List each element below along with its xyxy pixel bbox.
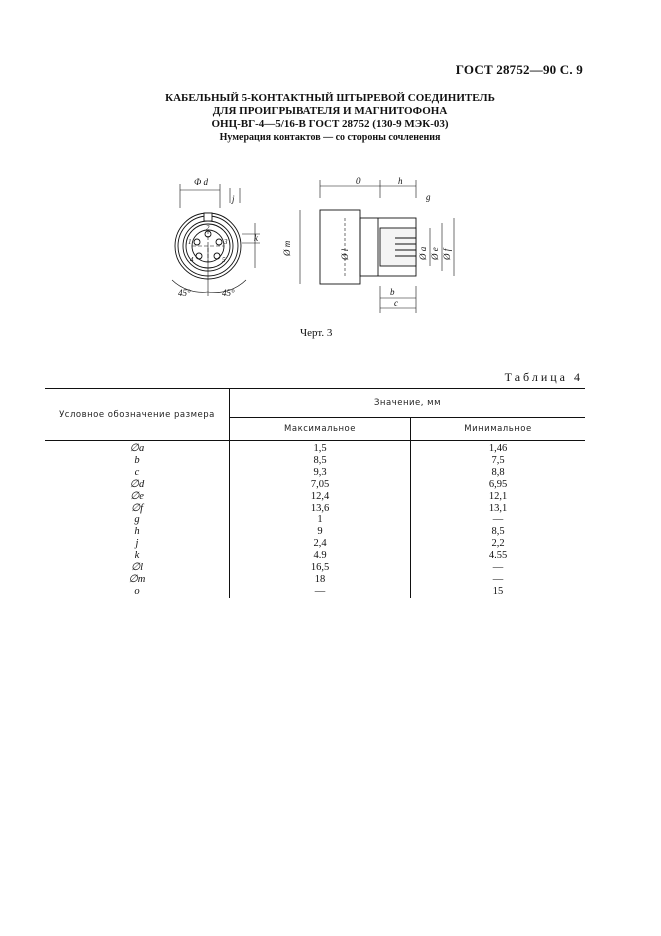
title-line-4: Нумерация контактов — со стороны сочленения [219, 132, 441, 143]
cell-max-value: 9 [230, 526, 411, 538]
cell-dimension-name: j [45, 538, 230, 550]
cell-dimension-name: ∅m [45, 574, 230, 586]
dim-j-label: j [232, 194, 235, 204]
dim-h-label: h [398, 176, 403, 186]
pin-4-label: 4 [190, 256, 194, 264]
cell-min-value: 15 [492, 585, 504, 597]
cell-max-value: 2,4 [230, 538, 411, 550]
cell-max-value: 13,6 [230, 503, 411, 515]
pin-2-label: 2 [206, 224, 210, 232]
cell-max-value: 8,5 [230, 455, 411, 467]
title-line-1: КАБЕЛЬНЫЙ 5-КОНТАКТНЫЙ ШТЫРЕВОЙ СОЕДИНИТЕЛЬ [165, 92, 495, 104]
table-row [45, 479, 585, 491]
cell-max-value: 1 [230, 514, 411, 526]
title-line-3: ОНЦ-ВГ-4—5/16-В ГОСТ 28752 (130-9 МЭК-03) [211, 118, 449, 130]
table-row [45, 503, 585, 515]
table-row [45, 562, 585, 574]
table-row [45, 514, 585, 526]
cell-dimension-name: ∅e [45, 491, 230, 503]
table-row [45, 441, 585, 455]
column-header-min: Минимальное [411, 418, 586, 441]
side-view [300, 180, 454, 313]
cell-min-value: 1,46 [488, 443, 508, 454]
cell-dimension-name: b [45, 455, 230, 467]
document-titles [70, 92, 590, 144]
cell-dimension-name: ∅d [45, 479, 230, 491]
cell-dimension-name: k [45, 550, 230, 562]
dim-e-label: Ø e [430, 247, 440, 260]
cell-max-value: 7,05 [230, 479, 411, 491]
cell-min-value: — [492, 573, 504, 585]
table-row [45, 586, 585, 598]
table-row [45, 526, 585, 538]
dim-m-label: Ø m [282, 240, 292, 256]
cell-dimension-name: g [45, 514, 230, 526]
title-line-2: ДЛЯ ПРОИГРЫВАТЕЛЯ И МАГНИТОФОНА [212, 105, 448, 117]
cell-min-value: 4.55 [488, 550, 508, 562]
cell-dimension-name: o [45, 586, 230, 598]
cell-max-value: 18 [230, 574, 411, 586]
dim-o-label: 0 [356, 176, 361, 186]
cell-min-value: — [492, 562, 504, 574]
cell-dimension-name: c [45, 467, 230, 479]
table-row [45, 538, 585, 550]
connector-drawing [150, 168, 480, 328]
table-row [45, 574, 585, 586]
cell-max-value: — [230, 586, 411, 598]
cell-min-value: 6,95 [488, 478, 508, 490]
cell-dimension-name: ∅f [45, 503, 230, 515]
cell-min-value: 8,5 [491, 526, 505, 538]
table-label: Таблица 4 [504, 370, 583, 384]
cell-max-value: 12,4 [230, 491, 411, 503]
angle-left-label: 45° [178, 288, 191, 298]
dim-d-label: Ф d [194, 177, 208, 187]
cell-min-value: 2,2 [491, 538, 505, 550]
cell-max-value: 16,5 [230, 562, 411, 574]
front-view [172, 184, 260, 296]
cell-max-value: 9,3 [230, 467, 411, 479]
cell-max-value: 1,5 [230, 441, 411, 455]
cell-min-value: 13,1 [488, 502, 508, 514]
table-row [45, 550, 585, 562]
pin-3-label: 3 [224, 238, 228, 246]
document-reference: ГОСТ 28752—90 С. 9 [455, 62, 583, 77]
cell-dimension-name: h [45, 526, 230, 538]
pin-5-label: 5 [222, 256, 226, 264]
pin-1-label: 1 [188, 238, 192, 246]
column-header-value: Значение, мм [230, 389, 586, 418]
dim-g-label: g [426, 192, 431, 202]
cell-min-value: 8,8 [491, 466, 505, 478]
cell-min-value: 12,1 [488, 490, 508, 502]
cell-dimension-name: ∅l [45, 562, 230, 574]
cell-min-value: 7,5 [491, 454, 505, 466]
table-row [45, 491, 585, 503]
dim-k-label: k [254, 233, 258, 243]
dimensions-table [45, 388, 585, 598]
dim-a-label: Ø a [418, 246, 428, 260]
dim-b-label: b [390, 287, 395, 297]
column-header-max: Максимальное [230, 418, 411, 441]
cell-dimension-name: ∅a [45, 441, 230, 455]
table-row [45, 455, 585, 467]
figure-caption: Черт. 3 [300, 327, 333, 339]
cell-max-value: 4.9 [230, 550, 411, 562]
dim-f-label: Ø f [442, 248, 452, 260]
table-row [45, 467, 585, 479]
angle-right-label: 45° [222, 288, 235, 298]
dim-l-label: Ø l [340, 248, 350, 260]
column-header-name: Условное обозначение размера [45, 389, 230, 441]
dim-c-label: c [394, 298, 398, 308]
cell-min-value: — [492, 514, 504, 526]
